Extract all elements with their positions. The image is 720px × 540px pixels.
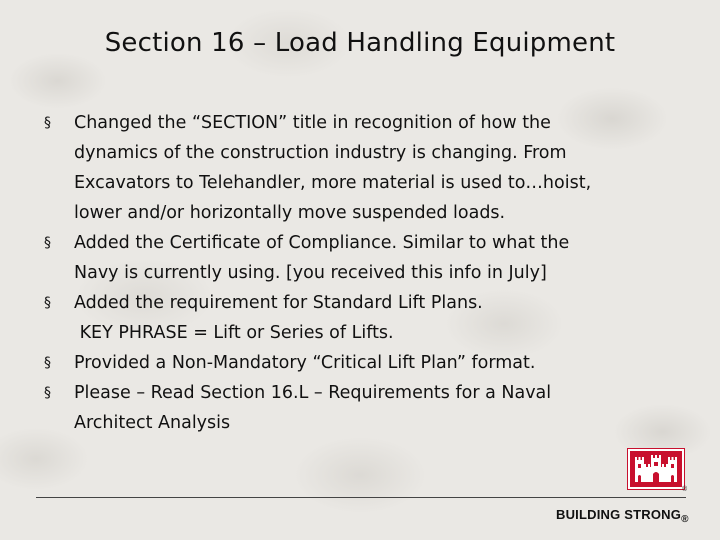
castle-icon	[630, 451, 682, 487]
bullet-line: Added the Certificate of Compliance. Similar to what the	[74, 233, 570, 253]
usace-castle-icon	[628, 449, 684, 489]
footer-divider	[36, 497, 686, 498]
logo-registered-mark: ®	[682, 486, 688, 493]
bullet-icon: §	[44, 115, 51, 131]
bullet-item	[44, 378, 644, 438]
bullet-line: Excavators to Telehandler, more material is used to…hoist,	[74, 173, 592, 193]
bullet-icon: §	[44, 295, 51, 311]
slide-title: Section 16 – Load Handling Equipment	[104, 28, 616, 58]
bullet-line: Changed the “SECTION” title in recognition of how the	[74, 113, 551, 133]
bullet-icon: §	[44, 235, 51, 251]
bullet-line: lower and/or horizontally move suspended loads.	[74, 203, 506, 223]
bullet-line: Added the requirement for Standard Lift Plans.	[74, 293, 483, 313]
bullet-icon: §	[44, 385, 51, 401]
bullet-line: Navy is currently using. [you received this info in July]	[74, 263, 547, 283]
registered-mark: ®	[681, 514, 689, 525]
building-strong-slogan	[556, 507, 689, 525]
bullet-list	[44, 108, 644, 438]
bullet-icon: §	[44, 355, 51, 371]
bullet-item	[44, 108, 644, 228]
bullet-line: KEY PHRASE = Lift or Series of Lifts.	[74, 323, 394, 343]
bullet-line: Please – Read Section 16.L – Requirements for a Naval	[74, 383, 552, 403]
bullet-item	[44, 288, 644, 348]
bullet-line: dynamics of the construction industry is changing. From	[74, 143, 567, 163]
slogan-text: BUILDING STRONG	[556, 507, 682, 522]
bullet-line: Architect Analysis	[74, 413, 231, 433]
bullet-item	[44, 228, 644, 288]
bullet-item	[44, 348, 644, 378]
bullet-line: Provided a Non-Mandatory “Critical Lift Plan” format.	[74, 353, 536, 373]
